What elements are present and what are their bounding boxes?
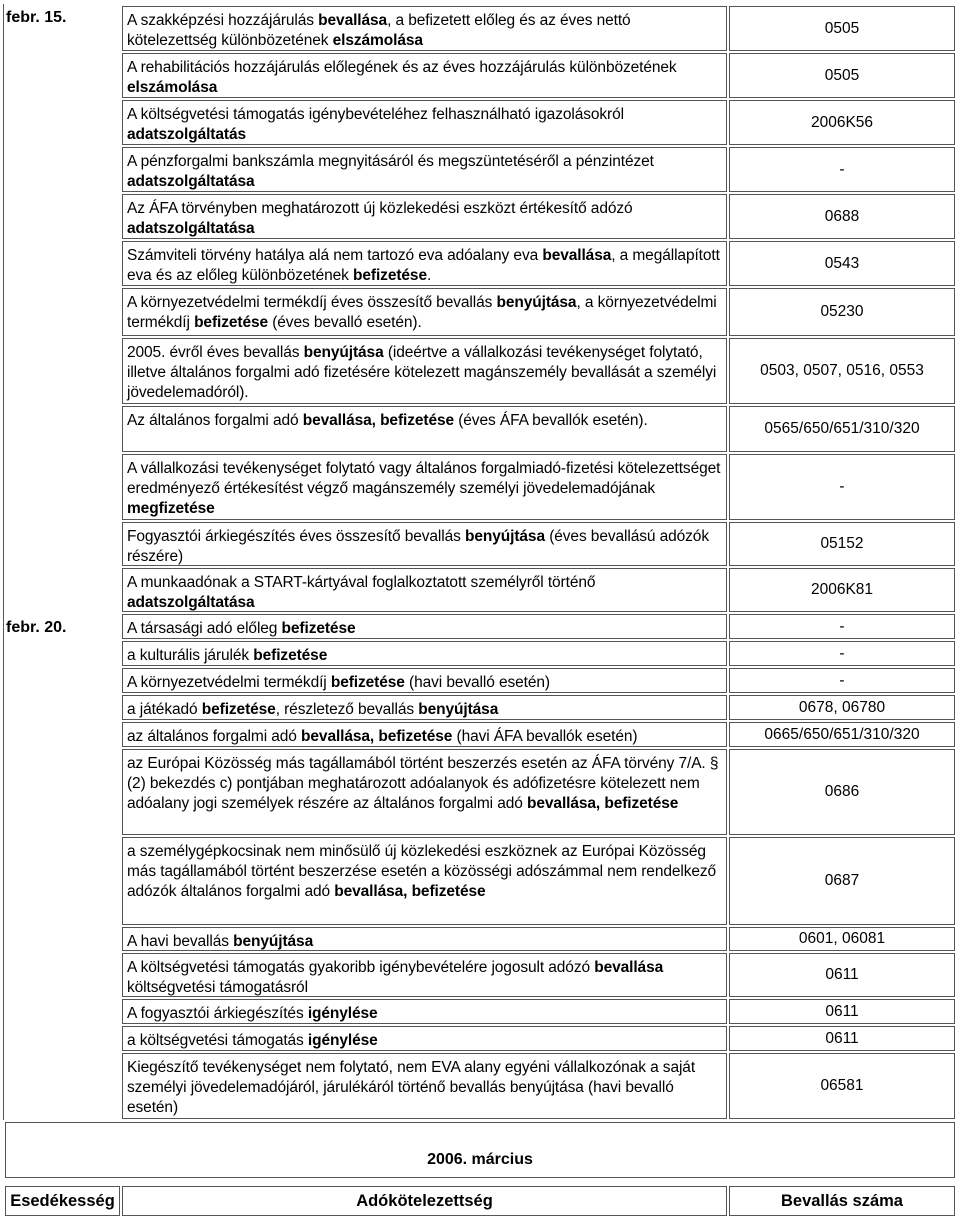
- form-number-cell: 05230: [729, 288, 955, 336]
- form-number-cell: 0686: [729, 749, 955, 835]
- obligation-cell: A havi bevallás benyújtása: [122, 927, 727, 951]
- form-number-cell: 0687: [729, 837, 955, 925]
- obligation-cell: A szakképzési hozzájárulás bevallása, a befizetett előleg és az éves nettó kötelezettség különbözetének elszámolása: [122, 6, 727, 51]
- obligation-cell: az általános forgalmi adó bevallása, befizetése (havi ÁFA bevallók esetén): [122, 722, 727, 747]
- due-date-label: febr. 20.: [6, 619, 67, 636]
- form-number-cell: 0688: [729, 194, 955, 239]
- obligation-cell: a kulturális járulék befizetése: [122, 641, 727, 666]
- form-number-cell: -: [729, 614, 955, 639]
- obligation-cell: A környezetvédelmi termékdíj éves összesítő bevallás benyújtása, a környezetvédelmi termékdíj befizetése (éves bevalló esetén).: [122, 288, 727, 336]
- month-heading: 2006. március: [5, 1122, 955, 1178]
- header-form-number: Bevallás száma: [729, 1186, 955, 1216]
- obligation-cell: a költségvetési támogatás igénylése: [122, 1026, 727, 1051]
- date-column-border: [3, 4, 4, 1120]
- obligation-cell: a személygépkocsinak nem minősülő új közlekedési eszköznek az Európai Közösség más tagállamából történt beszerzése esetén a közösségi adószámmal nem rendelkező adózók általános forgalmi adó bevallása, befizetése: [122, 837, 727, 925]
- form-number-cell: 0611: [729, 1026, 955, 1051]
- obligation-cell: Számviteli törvény hatálya alá nem tartozó eva adóalany eva bevallása, a megállapított eva és az előleg különbözetének befizetése.: [122, 241, 727, 286]
- form-number-cell: -: [729, 454, 955, 520]
- form-number-cell: 2006K56: [729, 100, 955, 145]
- form-number-cell: 06581: [729, 1053, 955, 1119]
- form-number-cell: -: [729, 668, 955, 693]
- obligation-cell: Kiegészítő tevékenységet nem folytató, nem EVA alany egyéni vállalkozónak a saját személyi jövedelemadójáról, járulékáról történő bevallás benyújtása (havi bevalló esetén): [122, 1053, 727, 1119]
- obligation-cell: 2005. évről éves bevallás benyújtása (ideértve a vállalkozási tevékenységet folytató, illetve általános forgalmi adó fizetésére kötelezett magánszemély bevallását a személyi jövedelemadóról).: [122, 338, 727, 404]
- form-number-cell: 0665/650/651/310/320: [729, 722, 955, 747]
- form-number-cell: 0611: [729, 999, 955, 1024]
- obligation-cell: A költségvetési támogatás gyakoribb igénybevételére jogosult adózó bevallása költségvetési támogatásról: [122, 953, 727, 997]
- form-number-cell: -: [729, 641, 955, 666]
- form-number-cell: 0505: [729, 6, 955, 51]
- obligation-cell: A fogyasztói árkiegészítés igénylése: [122, 999, 727, 1024]
- obligation-cell: A munkaadónak a START-kártyával foglalkoztatott személyről történő adatszolgáltatása: [122, 568, 727, 612]
- form-number-cell: 0678, 06780: [729, 695, 955, 720]
- form-number-cell: 0503, 0507, 0516, 0553: [729, 338, 955, 404]
- form-number-cell: 2006K81: [729, 568, 955, 612]
- header-obligation: Adókötelezettség: [122, 1186, 727, 1216]
- form-number-cell: 0611: [729, 953, 955, 997]
- form-number-cell: 0505: [729, 53, 955, 98]
- obligation-cell: A vállalkozási tevékenységet folytató vagy általános forgalmiadó-fizetési kötelezettséget eredményező értékesítést végző magánszemély személyi jövedelemadójának megfizetése: [122, 454, 727, 520]
- obligation-cell: Az általános forgalmi adó bevallása, befizetése (éves ÁFA bevallók esetén).: [122, 406, 727, 452]
- obligation-cell: A pénzforgalmi bankszámla megnyitásáról és megszüntetéséről a pénzintézet adatszolgáltatása: [122, 147, 727, 192]
- obligation-cell: a játékadó befizetése, részletező bevallás benyújtása: [122, 695, 727, 720]
- form-number-cell: 05152: [729, 522, 955, 566]
- obligation-cell: az Európai Közösség más tagállamából történt beszerzés esetén az ÁFA törvény 7/A. § (2) bekezdés c) pontjában meghatározott adóalanyok és adófizetésre kötelezett nem adóalany jogi személyek részére az általános forgalmi adó bevallása, befizetése: [122, 749, 727, 835]
- form-number-cell: 0565/650/651/310/320: [729, 406, 955, 452]
- header-due-date: Esedékesség: [5, 1186, 120, 1216]
- obligation-cell: A társasági adó előleg befizetése: [122, 614, 727, 639]
- form-number-cell: 0601, 06081: [729, 927, 955, 951]
- obligation-cell: A költségvetési támogatás igénybevételéhez felhasználható igazolásokról adatszolgáltatás: [122, 100, 727, 145]
- obligation-cell: Az ÁFA törvényben meghatározott új közlekedési eszközt értékesítő adózó adatszolgáltatása: [122, 194, 727, 239]
- obligation-cell: Fogyasztói árkiegészítés éves összesítő bevallás benyújtása (éves bevallású adózók részére): [122, 522, 727, 566]
- form-number-cell: -: [729, 147, 955, 192]
- due-date-label: febr. 15.: [6, 9, 67, 26]
- obligation-cell: A rehabilitációs hozzájárulás előlegének és az éves hozzájárulás különbözetének elszámolása: [122, 53, 727, 98]
- obligation-cell: A környezetvédelmi termékdíj befizetése (havi bevalló esetén): [122, 668, 727, 693]
- form-number-cell: 0543: [729, 241, 955, 286]
